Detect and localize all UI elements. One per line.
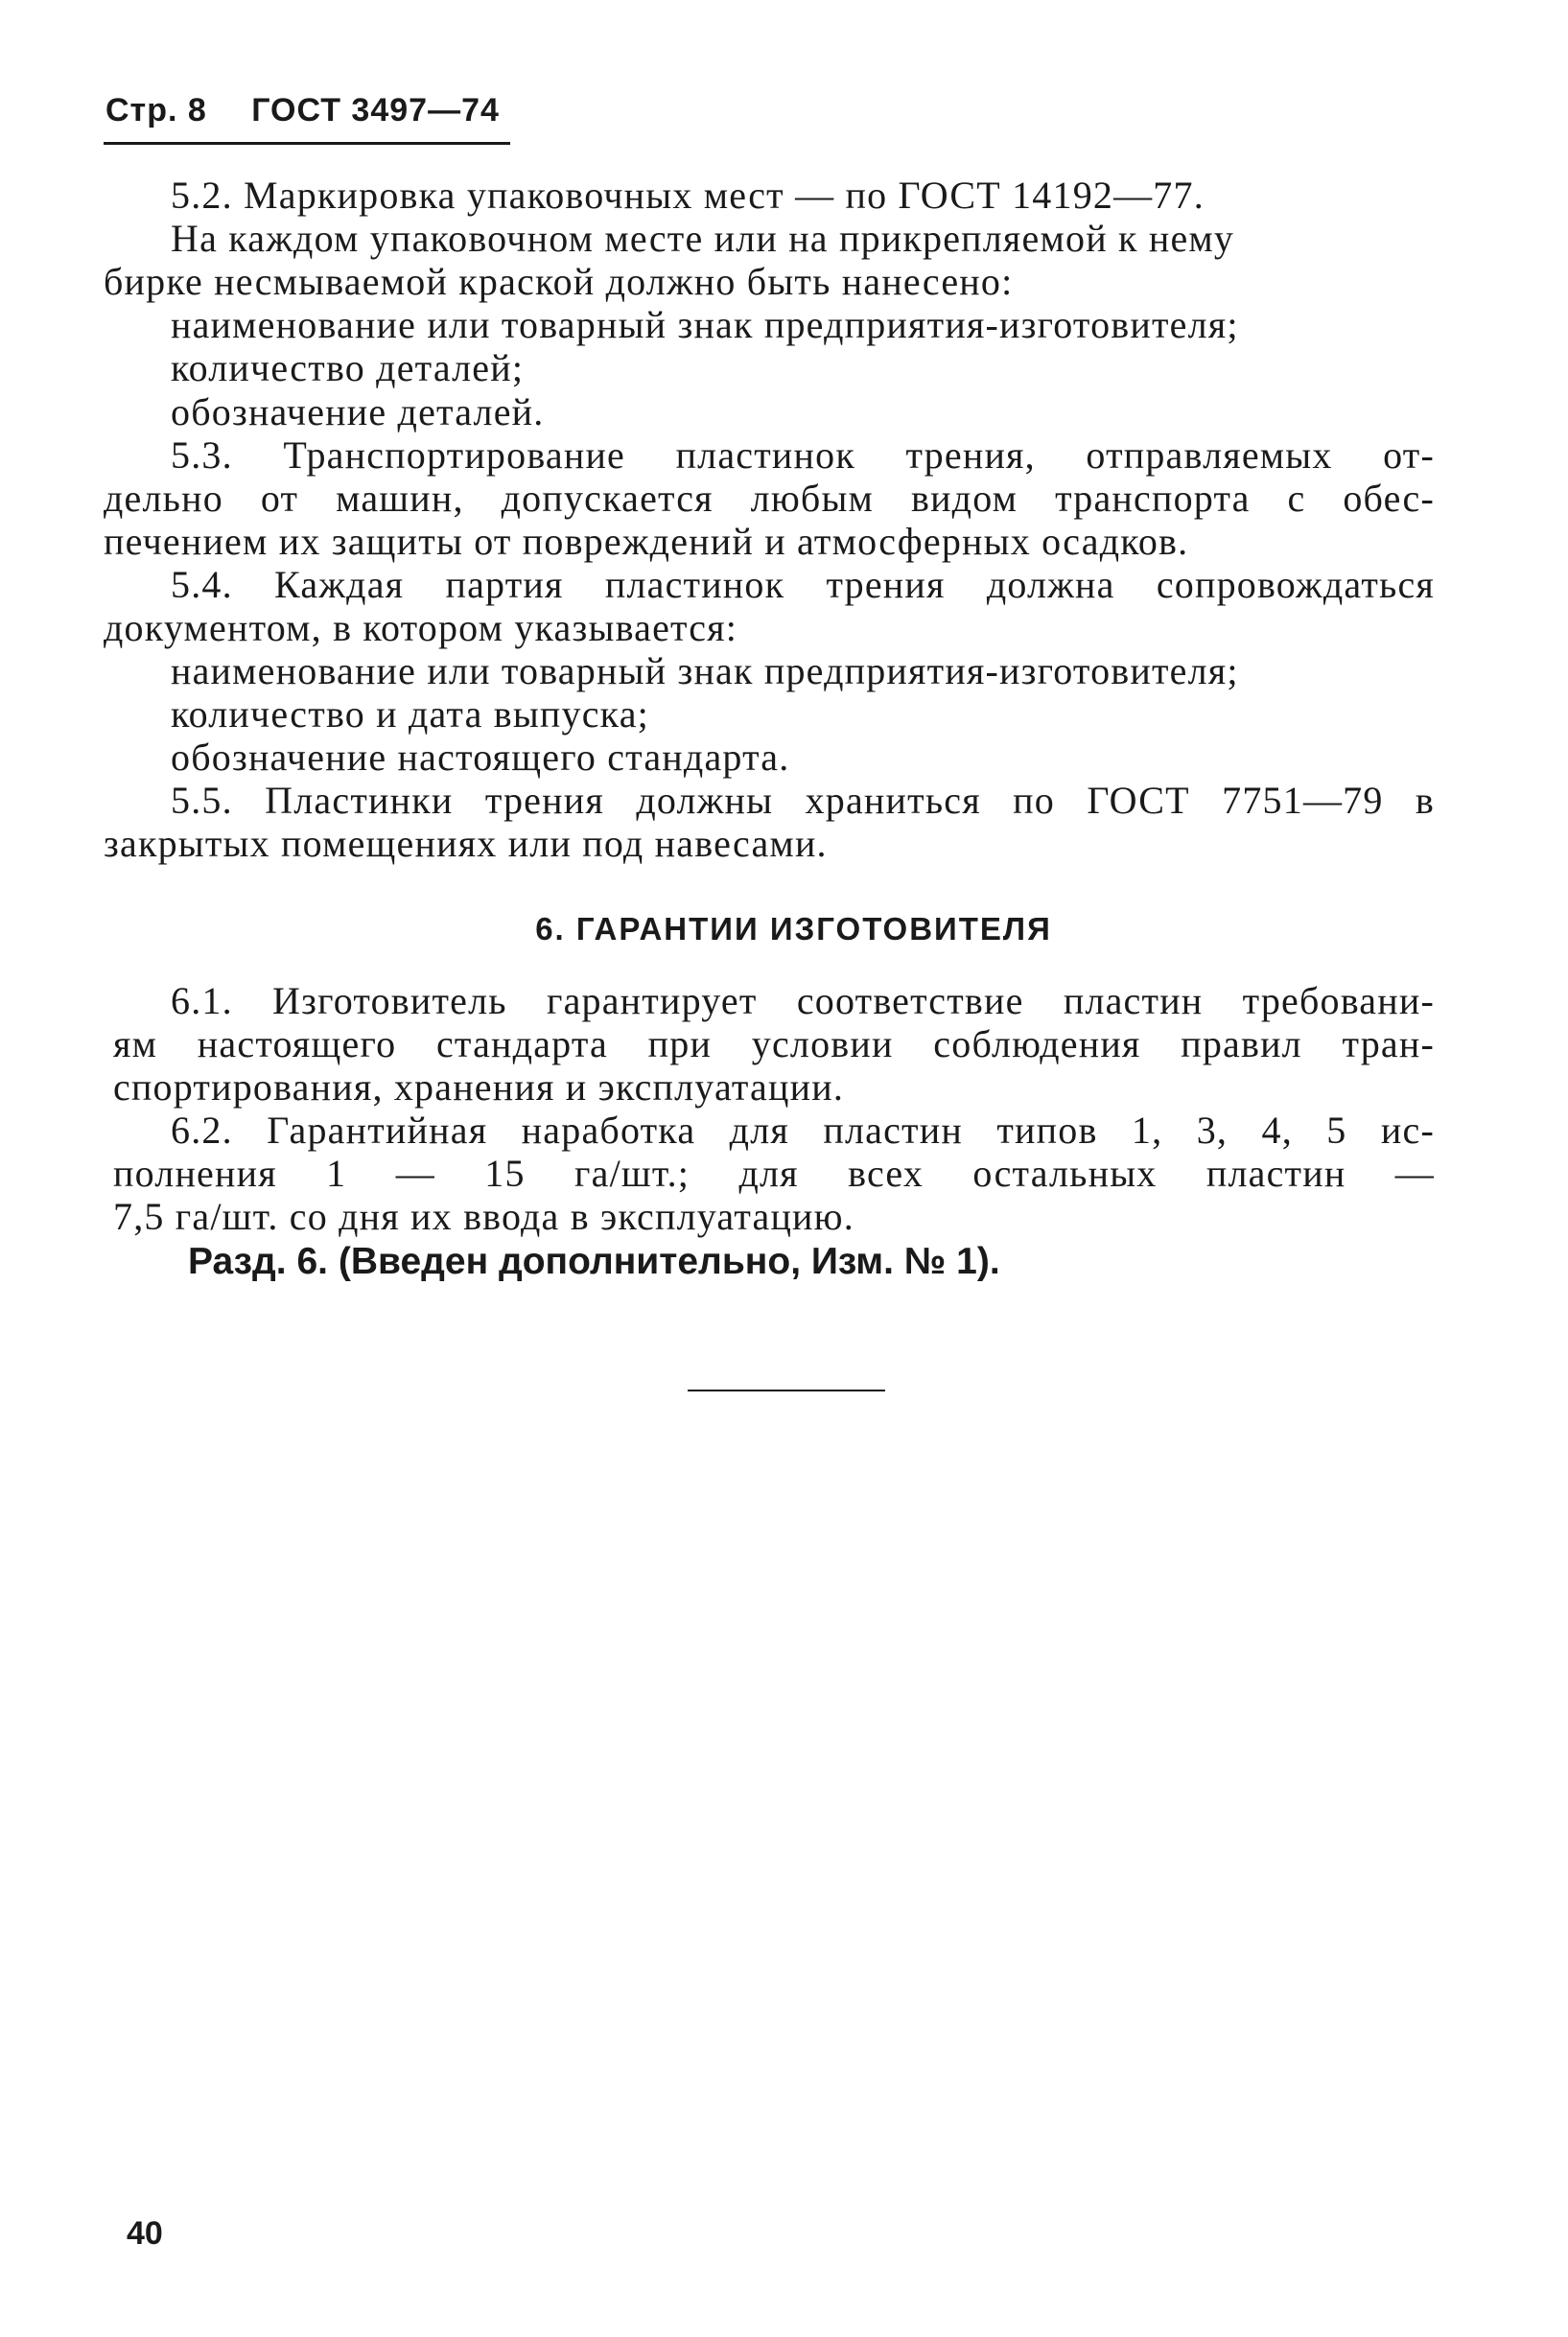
body-line: спортирования, хранения и эксплуатации. bbox=[113, 1065, 845, 1109]
body-line: бирке несмываемой краской должно быть нанесено: bbox=[104, 260, 1014, 303]
body-line: обозначение настоящего стандарта. bbox=[171, 736, 790, 779]
body-line: документом, в котором указывается: bbox=[104, 606, 738, 649]
body-line: На каждом упаковочном месте или на прикрепляемой к нему bbox=[171, 217, 1235, 260]
standard-number: ГОСТ 3497—74 bbox=[251, 92, 500, 129]
body-line: 6.1. Изготовитель гарантирует соответствие пластин требовани- bbox=[171, 979, 1435, 1022]
body-line: наименование или товарный знак предприятия-изготовителя; bbox=[171, 303, 1239, 346]
amendment-note: Разд. 6. (Введен дополнительно, Изм. № 1). bbox=[188, 1241, 1000, 1282]
body-line: наименование или товарный знак предприятия-изготовителя; bbox=[171, 649, 1239, 692]
page-number: 40 bbox=[127, 2215, 163, 2252]
running-head bbox=[105, 92, 500, 129]
page-label: Стр. 8 bbox=[105, 92, 207, 129]
section-title: 6. ГАРАНТИИ ИЗГОТОВИТЕЛЯ bbox=[535, 911, 1052, 946]
body-line: количество деталей; bbox=[171, 346, 525, 389]
body-line: 5.3. Транспортирование пластинок трения, отправляемых от- bbox=[171, 433, 1435, 477]
body-line: закрытых помещениях или под навесами. bbox=[104, 822, 828, 865]
body-line: 5.5. Пластинки трения должны храниться по ГОСТ 7751—79 в bbox=[171, 779, 1435, 822]
body-line: 7,5 га/шт. со дня их ввода в эксплуатацию. bbox=[113, 1195, 854, 1238]
body-line: 5.2. Маркировка упаковочных мест — по ГОСТ 14192—77. bbox=[171, 174, 1205, 217]
body-line: обозначение деталей. bbox=[171, 390, 545, 433]
body-line: дельно от машин, допускается любым видом транспорта с обес- bbox=[104, 477, 1435, 520]
header-rule bbox=[104, 142, 510, 145]
body-line: печением их защиты от повреждений и атмосферных осадков. bbox=[104, 520, 1189, 563]
end-rule bbox=[688, 1390, 885, 1391]
body-line: полнения 1 — 15 га/шт.; для всех остальных пластин — bbox=[113, 1152, 1435, 1195]
body-line: ям настоящего стандарта при условии соблюдения правил тран- bbox=[113, 1022, 1435, 1065]
body-line: 5.4. Каждая партия пластинок трения должна сопровождаться bbox=[171, 563, 1435, 606]
body-line: 6.2. Гарантийная наработка для пластин типов 1, 3, 4, 5 ис- bbox=[171, 1109, 1435, 1152]
body-line: количество и дата выпуска; bbox=[171, 692, 649, 736]
